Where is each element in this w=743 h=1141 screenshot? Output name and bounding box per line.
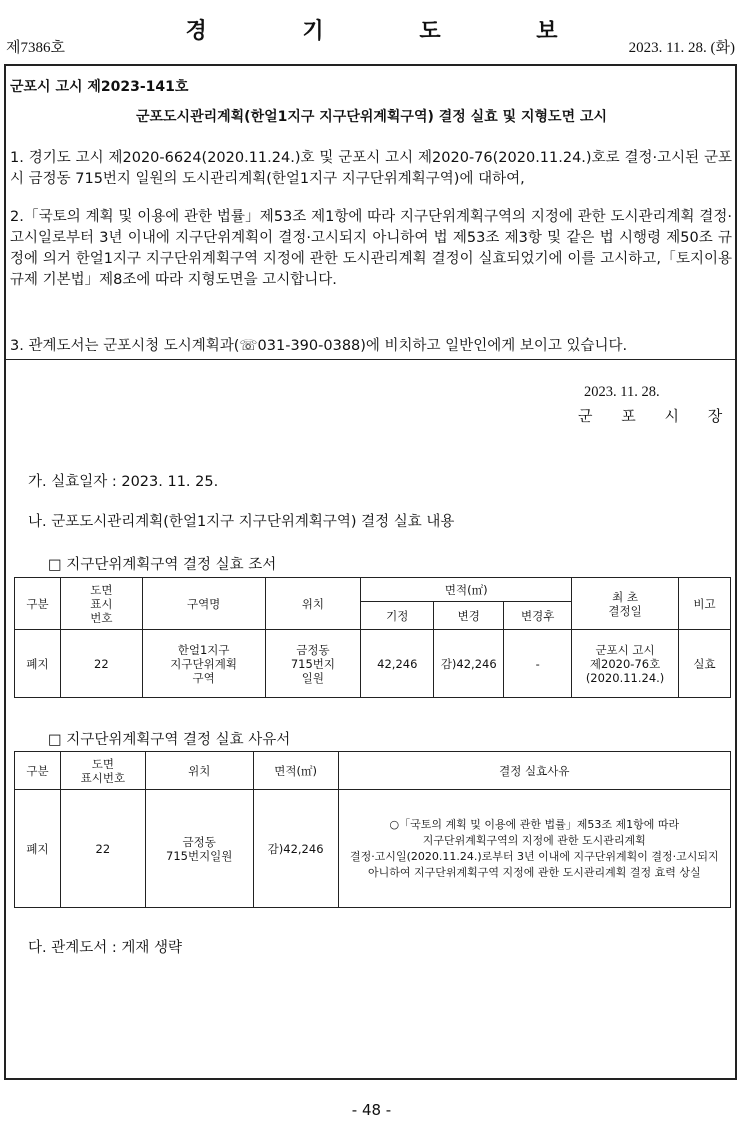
notice-number: 군포시 고시 제2023-141호 (10, 79, 189, 95)
th-gubun: 구분 (15, 578, 61, 630)
section-na: 나. 군포도시관리계획(한얼1지구 지구단위계획구역) 결정 실효 내용 (28, 514, 455, 530)
cell-location: 금정동 715번지일원 (145, 790, 253, 908)
paragraph-3: 3. 관계도서는 군포시청 도시계획과(☏031-390-0388)에 비치하고 일반인에게 보이고 있습니다. (10, 338, 628, 354)
th-existing: 기정 (361, 602, 434, 630)
divider (4, 359, 737, 360)
table1-heading: □ 지구단위계획구역 결정 실효 조서 (48, 557, 277, 573)
cell-first-date: 군포시 고시 제2020-76호 (2020.11.24.) (572, 630, 679, 698)
th-area: 면적(㎡) (361, 578, 572, 602)
section-da: 다. 관계도서 : 게재 생략 (28, 940, 182, 956)
th-note: 비고 (679, 578, 731, 630)
cell-domyeon: 22 (60, 790, 145, 908)
cell-gubun: 폐지 (15, 790, 61, 908)
paragraph-2: 2.「국토의 계획 및 이용에 관한 법률」제53조 제1항에 따라 지구단위계획구역의 지정에 관한 도시관리계획 결정·고시일로부터 3년 이내에 지구단위계획이 결정·고시되지 아니하여 법 제53조 제3항 및 같은 법 시행령 제50조 규정에 의거 한얼1지구 지구단위계획구역 지정에 관한 도시관리계획 결정이 실효되었기에 이를 고시하고,「토지이용규제 기본법」제8조에 따라 지형도면을 고시합니다. (10, 209, 732, 288)
gazette-title: 경 기 도 보 (185, 19, 602, 44)
th-location: 위치 (145, 752, 253, 790)
reason-table (14, 751, 731, 908)
th-domyeon: 도면 표시번호 (60, 752, 145, 790)
th-area: 면적(㎡) (253, 752, 338, 790)
table2-heading: □ 지구단위계획구역 결정 실효 사유서 (48, 732, 291, 748)
cell-gubun: 폐지 (15, 630, 61, 698)
cell-area: 감)42,246 (253, 790, 338, 908)
th-change: 변경 (434, 602, 504, 630)
th-first-date: 최 초 결정일 (572, 578, 679, 630)
th-gubun: 구분 (15, 752, 61, 790)
cell-after: - (504, 630, 572, 698)
th-name: 구역명 (142, 578, 265, 630)
sign-date: 2023. 11. 28. (584, 384, 660, 400)
cell-reason: ○「국토의 계획 및 이용에 관한 법률」제53조 제1항에 따라 지구단위계획구역의 지정에 관한 도시관리계획 결정·고시일(2020.11.24.)로부터 3년 이내에 지구단위계획이 결정·고시되지 아니하여 지구단위계획구역 지정에 관한 도시관리계획 결정 효력 상실 (338, 790, 730, 908)
section-ga: 가. 실효일자 : 2023. 11. 25. (28, 474, 219, 490)
table-row (15, 790, 731, 908)
issue-date: 2023. 11. 28. (화) (628, 40, 735, 56)
table-row (15, 630, 731, 698)
th-location: 위치 (265, 578, 361, 630)
notice-title: 군포도시관리계획(한얼1지구 지구단위계획구역) 결정 실효 및 지형도면 고시 (135, 109, 608, 125)
revocation-table (14, 577, 731, 698)
th-reason: 결정 실효사유 (338, 752, 730, 790)
cell-existing: 42,246 (361, 630, 434, 698)
th-after: 변경후 (504, 602, 572, 630)
cell-note: 실효 (679, 630, 731, 698)
issue-number: 제7386호 (6, 40, 65, 56)
cell-name: 한얼1지구 지구단위계획 구역 (142, 630, 265, 698)
cell-location: 금정동 715번지 일원 (265, 630, 361, 698)
cell-change: 감)42,246 (434, 630, 504, 698)
cell-domyeon: 22 (60, 630, 142, 698)
paragraph-1: 1. 경기도 고시 제2020-6624(2020.11.24.)호 및 군포시 고시 제2020-76(2020.11.24.)호로 결정·고시된 군포시 금정동 715번지 일원의 도시관리계획(한얼1지구 지구단위계획구역)에 대하여, (10, 150, 732, 187)
page-number: - 48 - (351, 1101, 392, 1119)
sign-name: 군 포 시 장 (578, 407, 735, 425)
th-domyeon: 도면 표시 번호 (60, 578, 142, 630)
